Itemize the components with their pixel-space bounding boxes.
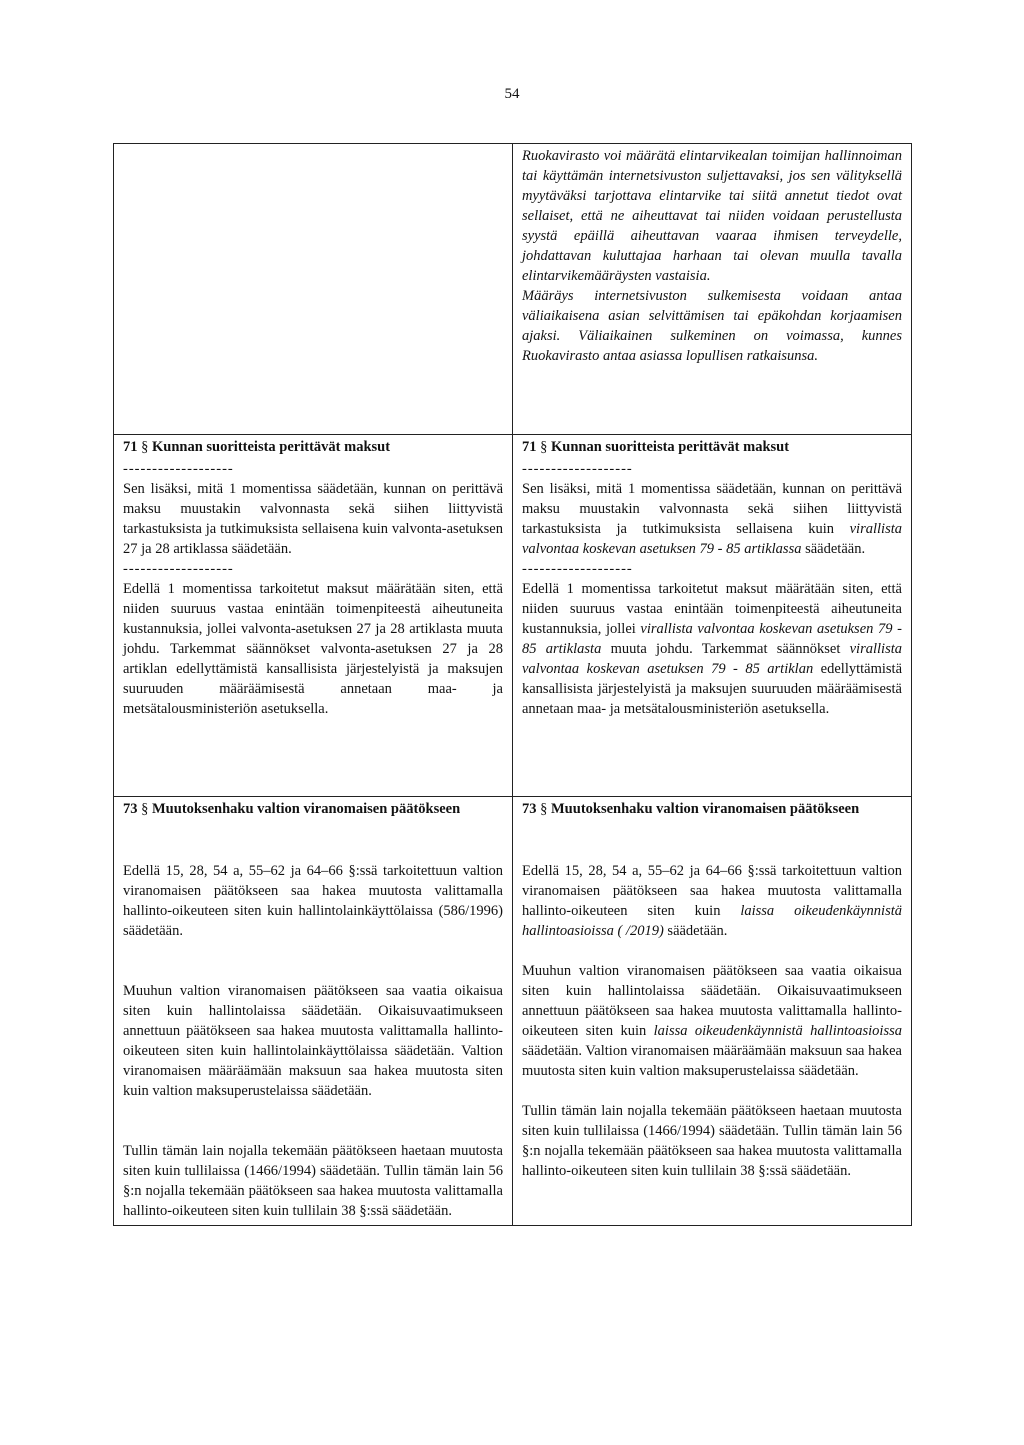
intro-right-cell bbox=[513, 144, 912, 435]
s73-left-paragraph-2: Muuhun valtion viranomaisen päätökseen saa vaatia oikaisua siten kuin hallintolaissa säädetään. Oikaisuvaatimukseen annettuun päätökseen saa hakea muutosta valittamalla hallinto-oikeuteen siten kuin hallintolainkäyttölaissa säädetään. Valtion viranomaisen määräämään maksuun saa hakea muutosta siten kuin valtion maksuperustelaissa säädetään. bbox=[123, 983, 503, 1099]
divider-dashes: ------------------- bbox=[522, 461, 633, 477]
intro-right-paragraph-1: Ruokavirasto voi määrätä elintarvikealan toimijan hallinnoiman tai käyttämän internetsivuston suljettavaksi, jos sen välityksellä myytäväksi tarjottava elintarvike tai siitä annetut tiedot ovat sellaiset, että ne aiheuttavat tai niiden voidaan perustellusta syystä epäillä aiheuttavan vaaraa ihmisen terveydelle, johdattavan kuluttajaa harhaan tai olevan muulla tavalla elintarvikemääräysten vastaisia. bbox=[522, 148, 902, 284]
comparison-table bbox=[113, 143, 912, 1226]
divider-dashes: ------------------- bbox=[123, 461, 234, 477]
s73-right-paragraph-2: Muuhun valtion viranomaisen päätökseen saa vaatia oikaisua siten kuin hallintolaissa säädetään. Oikaisuvaatimukseen annettuun päätökseen saa hakea muutosta valittamalla hallinto-oikeuteen siten kuin laissa oikeudenkäynnistä hallintoasioissa säädetään. Valtion viranomaisen määräämään maksuun saa hakea muutosta siten kuin valtion maksuperustelaissa säädetään. bbox=[522, 963, 903, 1079]
s71-right-paragraph-2: Edellä 1 momentissa tarkoitetut maksut määrätään siten, että niiden suuruus vastaa enintään toimenpiteestä aiheutuneita kustannuksia, jollei virallista valvontaa koskevan asetuksen 79 - 85 artiklasta muuta johdu. Tarkemmat säännökset virallista valvontaa koskevan asetuksen 79 - 85 artiklan edellyttämistä kansallisista järjestelyistä ja maksujen suuruuden määräämisestä annetaan maa- ja metsätalousministeriön asetuksella. bbox=[522, 581, 902, 717]
section-sign: § bbox=[540, 801, 548, 817]
section-heading: 73 § Muutoksenhaku valtion viranomaisen päätökseen bbox=[123, 801, 461, 817]
s73-right-paragraph-3: Tullin tämän lain nojalla tekemään päätökseen haetaan muutosta siten kuin tullilaissa (1466/1994) säädetään. Tullin tämän lain 56 §:n nojalla tekemään päätökseen saa hakea muutosta valittamalla hallinto-oikeuteen siten kuin tullilain 38 §:ssä säädetään. bbox=[522, 1103, 902, 1179]
s71-left-cell bbox=[114, 435, 513, 797]
intro-right-paragraph-2: Määräys internetsivuston sulkemisesta voidaan antaa väliaikaisena asian selvittämisen tai epäkohdan korjaamisen ajaksi. Väliaikainen sulkeminen on voimassa, kunnes Ruokavirasto antaa asiassa lopullisen ratkaisunsa. bbox=[522, 288, 902, 364]
s71-right-paragraph-1: Sen lisäksi, mitä 1 momentissa säädetään, kunnan on perittävä maksu muustakin valvonnasta sekä siihen liittyvistä tarkastuksista ja tutkimuksista sellaisena kuin virallista valvontaa koskevan asetuksen 79 - 85 artiklassa säädetään. bbox=[522, 481, 902, 557]
table-row bbox=[114, 144, 912, 435]
section-heading: 71 § Kunnan suoritteista perittävät maksut bbox=[123, 439, 391, 455]
s73-left-cell bbox=[114, 797, 513, 1226]
s73-right-paragraph-1: Edellä 15, 28, 54 a, 55–62 ja 64–66 §:ssä tarkoitettuun valtion viranomaisen päätökseen saa hakea muutosta valittamalla hallinto-oikeuteen siten kuin laissa oikeudenkäynnistä hallintoasioissa ( /2019) säädetään. bbox=[522, 863, 902, 939]
page-number: 54 bbox=[504, 86, 520, 102]
section-sign: § bbox=[141, 801, 149, 817]
s73-left-paragraph-3: Tullin tämän lain nojalla tekemään päätökseen haetaan muutosta siten kuin tullilaissa (1466/1994) säädetään. Tullin tämän lain 56 §:n nojalla tekemään päätökseen saa hakea muutosta valittamalla hallinto-oikeuteen siten kuin tullilain 38 §:ssä säädetään. bbox=[123, 1143, 503, 1219]
s71-right-cell bbox=[513, 435, 912, 797]
s71-left-paragraph-2: Edellä 1 momentissa tarkoitetut maksut määrätään siten, että niiden suuruus vastaa enintään toimenpiteestä aiheutuneita kustannuksia, jollei valvonta-asetuksen 27 ja 28 artiklasta muuta johdu. Tarkemmat säännökset valvonta-asetuksen 27 ja 28 artiklan edellyttämistä kansallisista järjestelyistä ja maksujen suuruuden määräämisestä annetaan maa- ja metsätalousministeriön asetuksella. bbox=[123, 581, 503, 717]
section-heading: 73 § Muutoksenhaku valtion viranomaisen päätökseen bbox=[522, 801, 860, 817]
section-heading: 71 § Kunnan suoritteista perittävät maksut bbox=[522, 439, 790, 455]
s73-right-cell bbox=[513, 797, 912, 1226]
divider-dashes: ------------------- bbox=[123, 561, 234, 577]
s71-left-paragraph-1: Sen lisäksi, mitä 1 momentissa säädetään, kunnan on perittävä maksu muustakin valvonnasta sekä siihen liittyvistä tarkastuksista ja tutkimuksista sellaisena kuin valvonta-asetuksen 27 ja 28 artiklassa säädetään. bbox=[123, 481, 503, 557]
table-row bbox=[114, 435, 912, 797]
section-sign: § bbox=[540, 439, 548, 455]
table-row bbox=[114, 797, 912, 1226]
intro-left-cell bbox=[114, 144, 513, 435]
section-sign: § bbox=[141, 439, 149, 455]
s73-left-paragraph-1: Edellä 15, 28, 54 a, 55–62 ja 64–66 §:ssä tarkoitettuun valtion viranomaisen päätökseen saa hakea muutosta valittamalla hallinto-oikeuteen siten kuin hallintolainkäyttölaissa (586/1996) säädetään. bbox=[123, 863, 503, 939]
divider-dashes: ------------------- bbox=[522, 561, 633, 577]
